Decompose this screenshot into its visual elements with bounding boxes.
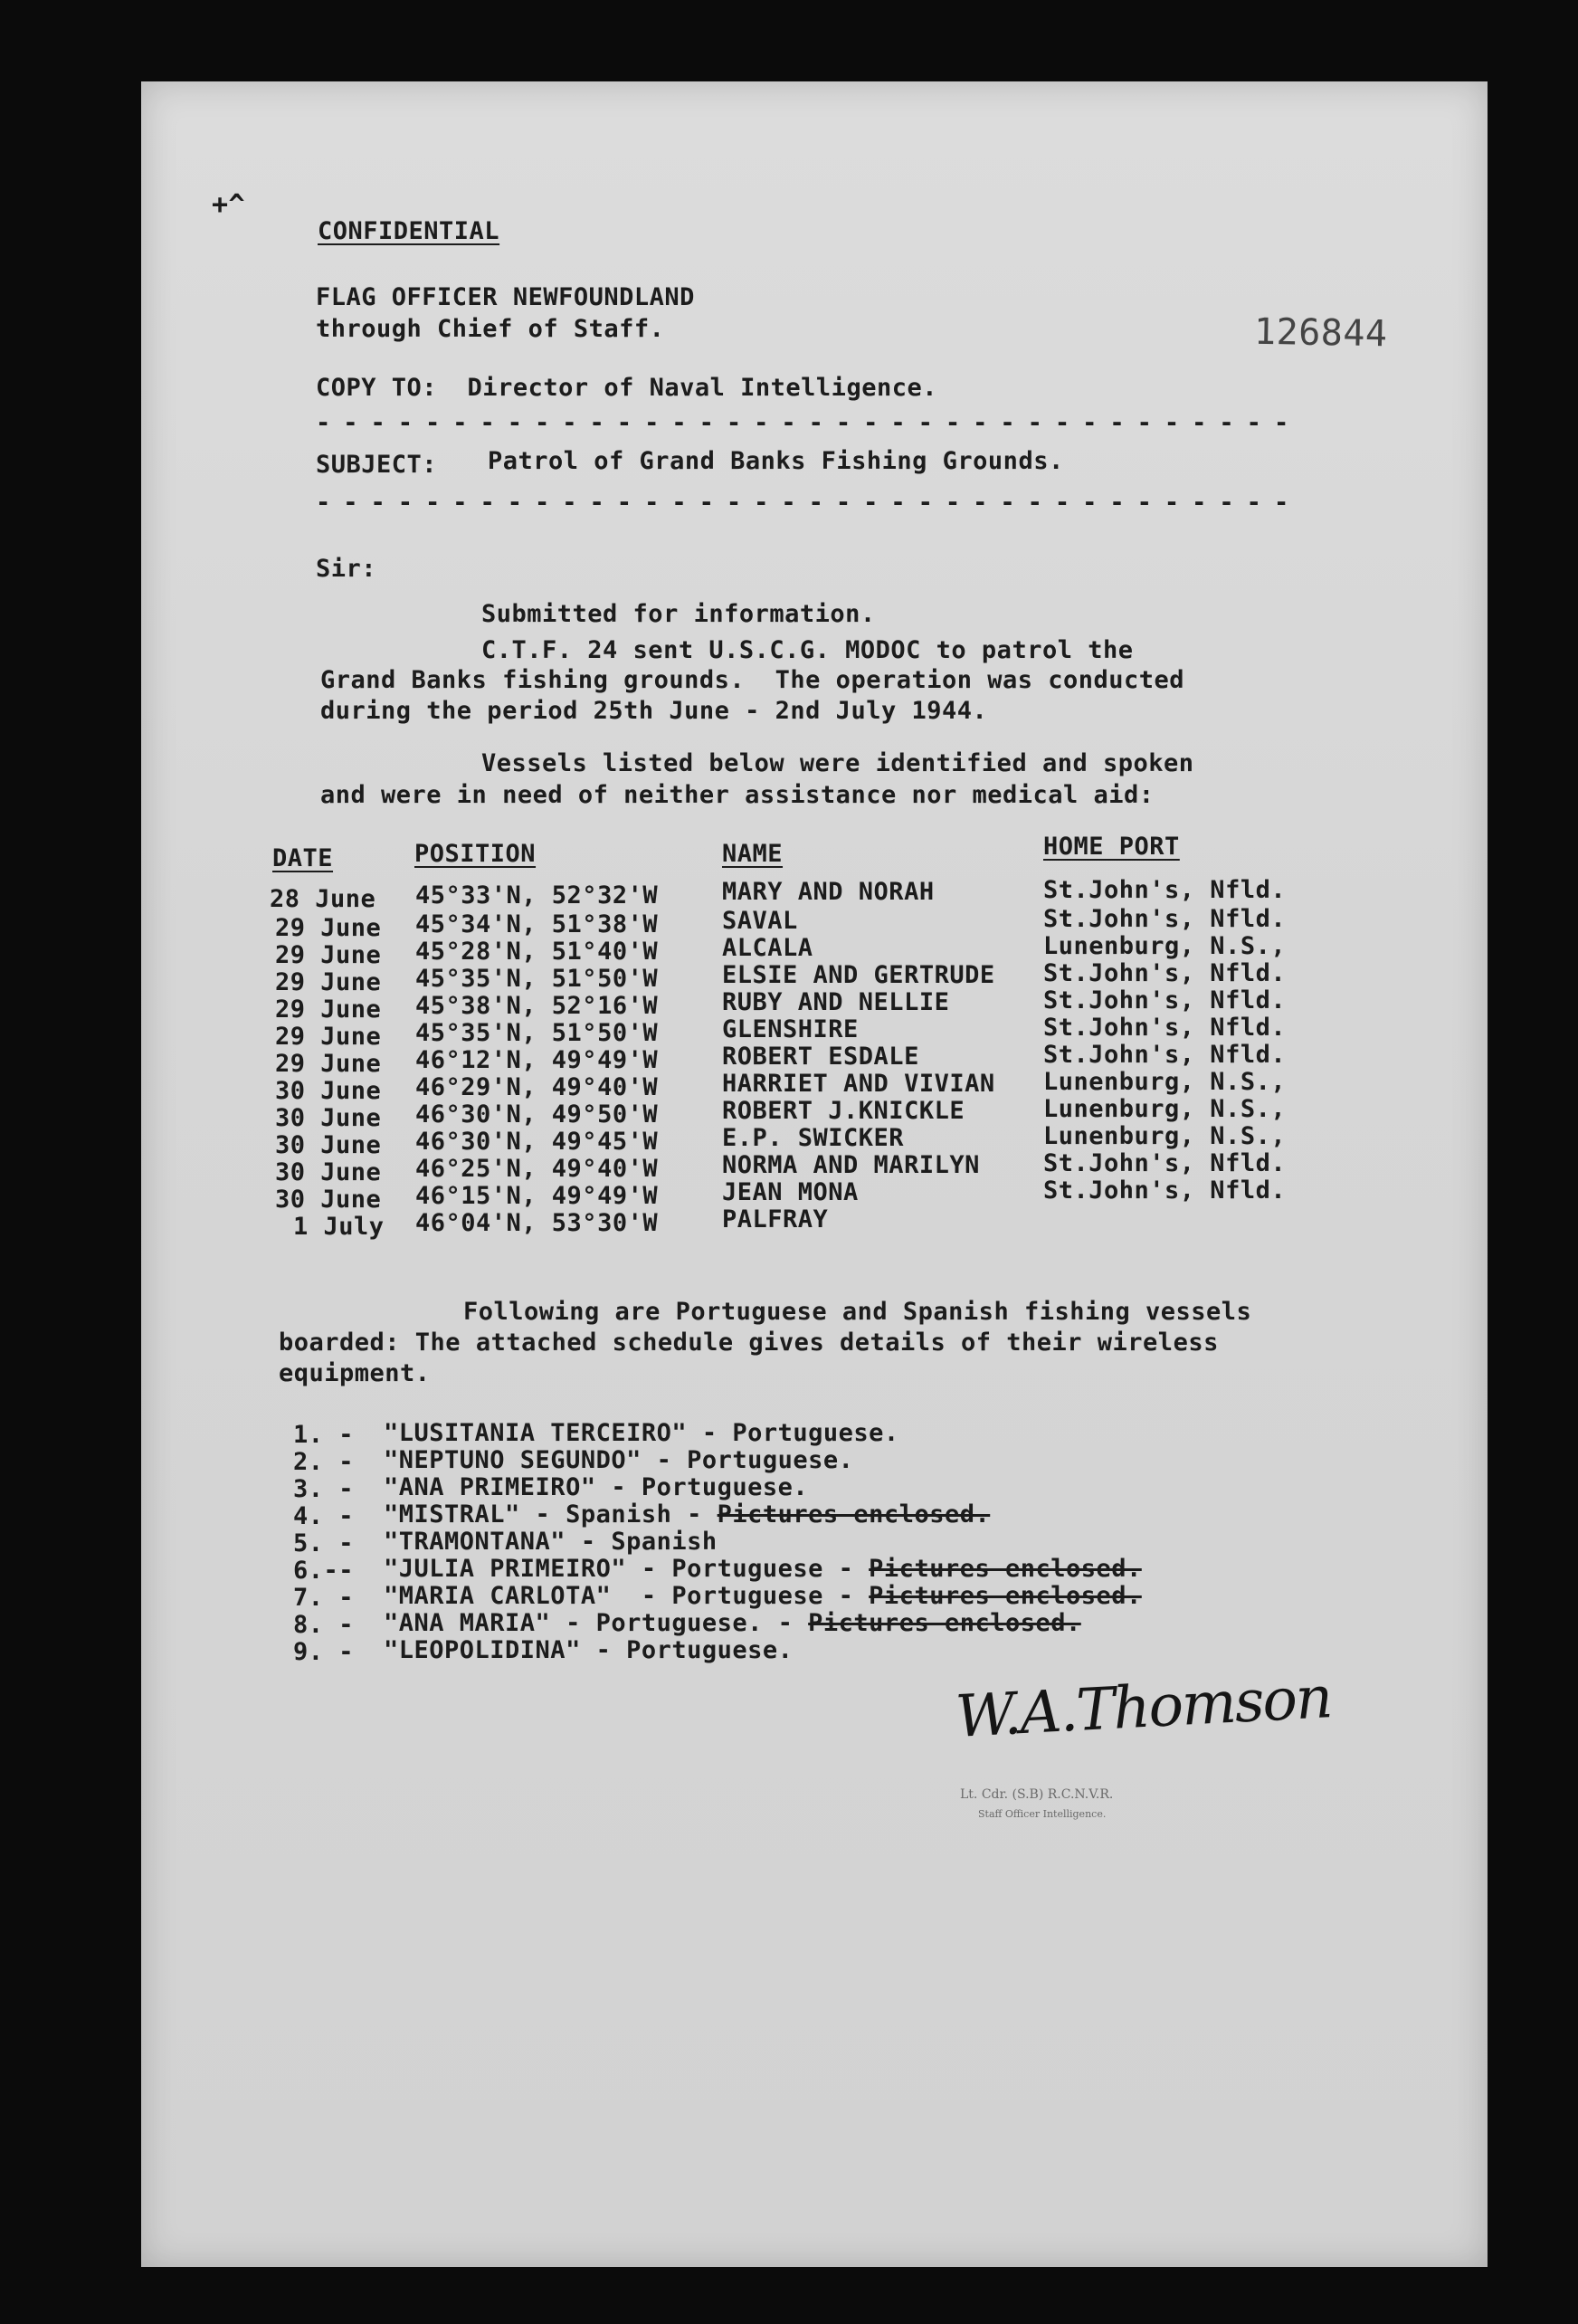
following-line-3: equipment. (279, 1359, 431, 1387)
list-text: "LEOPOLIDINA" - Portuguese. (384, 1636, 794, 1664)
signature: W.A.Thomson (954, 1664, 1333, 1751)
list-text: "TRAMONTANA" - Spanish (384, 1528, 718, 1556)
row-name: JEAN MONA (722, 1178, 859, 1206)
row-name: RUBY AND NELLIE (722, 988, 950, 1016)
row-port: St.John's, Nfld. (1043, 959, 1287, 987)
signature-title: Staff Officer Intelligence. (978, 1808, 1107, 1820)
row-date: 29 June (275, 1023, 382, 1051)
row-position: 45°35'N, 51°50'W (415, 965, 659, 993)
following-line-2: boarded: The attached schedule gives details of their wireless (279, 1329, 1219, 1357)
row-position: 45°28'N, 51°40'W (415, 938, 659, 966)
row-port: Lunenburg, N.S., (1043, 932, 1287, 960)
row-position: 46°30'N, 49°45'W (415, 1128, 659, 1156)
row-date: 29 June (275, 968, 382, 996)
row-name: ROBERT J.KNICKLE (722, 1097, 965, 1125)
addressee-line-1: FLAG OFFICER NEWFOUNDLAND (316, 283, 695, 311)
list-number: 3. - (293, 1475, 355, 1503)
addressee-line-2: through Chief of Staff. (316, 315, 665, 343)
list-number: 9. - (293, 1638, 355, 1666)
row-name: ALCALA (722, 934, 813, 962)
row-port: St.John's, Nfld. (1043, 986, 1287, 1014)
list-text: "NEPTUNO SEGUNDO" - Portuguese. (384, 1446, 854, 1474)
row-date: 30 June (275, 1104, 382, 1132)
list-number: 6.-- (293, 1557, 355, 1585)
row-port: St.John's, Nfld. (1043, 1041, 1287, 1069)
header-date: DATE (272, 844, 334, 872)
row-date: 30 June (275, 1131, 382, 1159)
copy-to-line: COPY TO: Director of Naval Intelligence. (316, 374, 937, 402)
list-text: "LUSITANIA TERCEIRO" - Portuguese. (384, 1419, 899, 1447)
signature-rank: Lt. Cdr. (S.B) R.C.N.V.R. (960, 1787, 1114, 1802)
row-position: 46°15'N, 49°49'W (415, 1182, 659, 1210)
row-date: 30 June (275, 1186, 382, 1214)
row-port: Lunenburg, N.S., (1043, 1068, 1287, 1096)
row-date: 28 June (270, 885, 376, 913)
paragraph-3-line-2: and were in need of neither assistance nor medical aid: (320, 781, 1155, 809)
subject-label: SUBJECT: (316, 451, 438, 479)
row-name: SAVAL (722, 907, 798, 935)
row-date: 30 June (275, 1077, 382, 1105)
document-page (141, 81, 1488, 2267)
list-number: 5. - (293, 1529, 355, 1557)
row-port: St.John's, Nfld. (1043, 876, 1287, 904)
paragraph-2-line-2: Grand Banks fishing grounds. The operation was conducted (320, 666, 1185, 694)
row-port: St.John's, Nfld. (1043, 1014, 1287, 1042)
row-name: NORMA AND MARILYN (722, 1151, 980, 1179)
row-date: 30 June (275, 1158, 382, 1186)
paragraph-2-line-1: C.T.F. 24 sent U.S.C.G. MODOC to patrol the (481, 636, 1134, 664)
row-date: 29 June (275, 941, 382, 969)
row-port: St.John's, Nfld. (1043, 1149, 1287, 1177)
handwritten-mark: +^ (212, 189, 246, 221)
row-port: St.John's, Nfld. (1043, 1176, 1287, 1205)
row-position: 46°30'N, 49°50'W (415, 1100, 659, 1129)
row-name: E.P. SWICKER (722, 1124, 905, 1152)
row-name: HARRIET AND VIVIAN (722, 1070, 995, 1098)
row-name: GLENSHIRE (722, 1015, 859, 1043)
row-port: Lunenburg, N.S., (1043, 1095, 1287, 1123)
row-date: 29 June (275, 995, 382, 1024)
row-date: 29 June (275, 1050, 382, 1078)
list-number: 2. - (293, 1448, 355, 1476)
list-text: "ANA PRIMEIRO" - Portuguese. (384, 1473, 809, 1501)
divider-bottom: ------------------------------------ (316, 489, 1302, 517)
row-position: 45°34'N, 51°38'W (415, 910, 659, 938)
row-position: 45°35'N, 51°50'W (415, 1019, 659, 1047)
row-position: 46°29'N, 49°40'W (415, 1073, 659, 1101)
header-position: POSITION (414, 840, 537, 868)
row-name: PALFRAY (722, 1205, 829, 1233)
salutation: Sir: (316, 555, 377, 583)
row-position: 46°12'N, 49°49'W (415, 1046, 659, 1074)
file-number-stamp: 126844 (1253, 310, 1388, 356)
list-text: "JULIA PRIMEIRO" - Portuguese - Pictures enclosed. (384, 1555, 1142, 1583)
row-date: 1 July (293, 1213, 385, 1241)
header-name: NAME (722, 840, 784, 868)
paragraph-2-line-3: during the period 25th June - 2nd July 1944. (320, 697, 988, 725)
row-port: St.John's, Nfld. (1043, 905, 1287, 933)
row-position: 45°38'N, 52°16'W (415, 992, 659, 1020)
row-date: 29 June (275, 914, 382, 942)
row-port: Lunenburg, N.S., (1043, 1122, 1287, 1150)
header-home-port: HOME PORT (1043, 833, 1180, 861)
divider-top: ------------------------------------ (316, 409, 1302, 437)
row-name: ELSIE AND GERTRUDE (722, 961, 995, 989)
list-number: 4. - (293, 1502, 355, 1530)
list-text: "MISTRAL" - Spanish - Pictures enclosed. (384, 1500, 991, 1529)
row-name: MARY AND NORAH (722, 878, 935, 906)
list-number: 7. - (293, 1584, 355, 1612)
paragraph-1: Submitted for information. (481, 600, 876, 628)
following-line-1: Following are Portuguese and Spanish fishing vessels (463, 1298, 1252, 1326)
list-text: "MARIA CARLOTA" - Portuguese - Pictures enclosed. (384, 1582, 1142, 1610)
list-text: "ANA MARIA" - Portuguese. - Pictures enclosed. (384, 1609, 1081, 1637)
list-number: 8. - (293, 1611, 355, 1639)
paragraph-3-line-1: Vessels listed below were identified and spoken (481, 749, 1194, 777)
row-position: 46°04'N, 53°30'W (415, 1209, 659, 1237)
row-name: ROBERT ESDALE (722, 1043, 919, 1071)
row-position: 45°33'N, 52°32'W (415, 881, 659, 910)
row-position: 46°25'N, 49°40'W (415, 1155, 659, 1183)
confidential-heading: CONFIDENTIAL (318, 217, 500, 245)
subject-text: Patrol of Grand Banks Fishing Grounds. (488, 447, 1064, 475)
list-number: 1. - (293, 1421, 355, 1449)
